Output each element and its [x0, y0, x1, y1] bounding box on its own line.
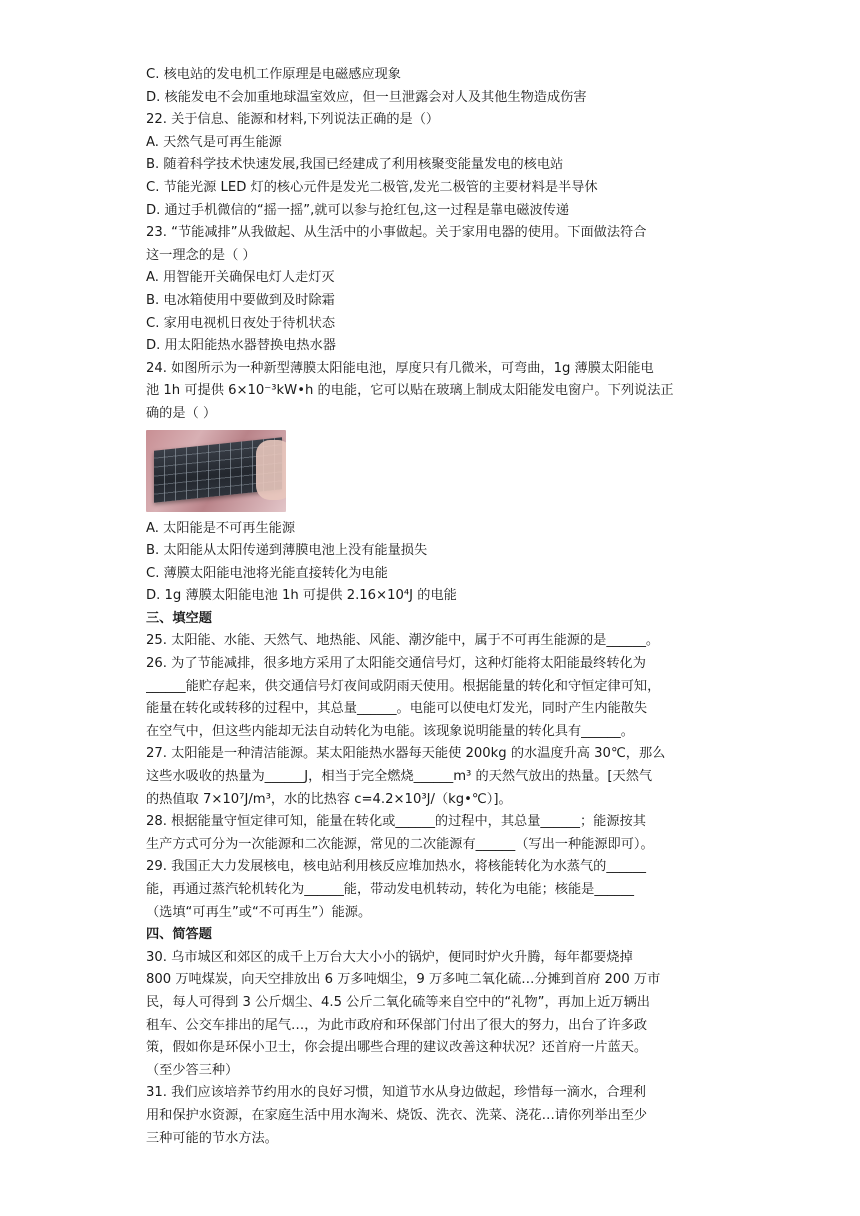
option-d: D. 通过手机微信的“摇一摇”,就可以参与抢红包,这一过程是靠电磁波传递 — [146, 202, 570, 218]
block-questions-21-24 — [146, 64, 718, 426]
question-24: 24. 如图所示为一种新型薄膜太阳能电池，厚度只有几微米，可弯曲，1g 薄膜太阳能电 — [146, 360, 654, 376]
document-content — [146, 64, 718, 1150]
section-heading-fill-in: 三、填空题 — [146, 610, 212, 626]
text-line: 能量在转化或转移的过程中，其总量______。电能可以使电灯发光，同时产生内能散失 — [146, 701, 648, 717]
option-b: B. 电冰箱使用中要做到及时除霜 — [146, 292, 335, 308]
question-28: 28. 根据能量守恒定律可知，能量在转化或______的过程中，其总量______；能源按其 — [146, 814, 646, 830]
option-a: A. 太阳能是不可再生能源 — [146, 520, 296, 536]
thin-film-solar-cell-photo — [146, 430, 286, 512]
text-line: 在空气中，但这些内能却无法自动转化为电能。该现象说明能量的转化具有______。 — [146, 723, 634, 739]
text-line: （至少答三种） — [146, 1062, 239, 1078]
text-line: 策，假如你是环保小卫士，你会提出哪些合理的建议改善这种状况？还首府一片蓝天。 — [146, 1040, 648, 1056]
text-line: 池 1h 可提供 6×10⁻³kW•h 的电能，它可以贴在玻璃上制成太阳能发电窗户。下列说法正 — [146, 383, 674, 399]
question-31: 31. 我们应该培养节约用水的良好习惯，知道节水从身边做起，珍惜每一滴水，合理利 — [146, 1085, 646, 1101]
text-line: 三种可能的节水方法。 — [146, 1130, 278, 1146]
text-line: 800 万吨煤炭，向天空排放出 6 万多吨烟尘，9 万多吨二氧化硫…分摊到首府 200 万市 — [146, 972, 661, 988]
text-line: 租车、公交车排出的尾气…，为此市政府和环保部门付出了很大的努力，出台了许多政 — [146, 1017, 648, 1033]
option-d: D. 用太阳能热水器替换电热水器 — [146, 338, 336, 354]
option-a: A. 用智能开关确保电灯人走灯灭 — [146, 270, 335, 286]
option-a: A. 天然气是可再生能源 — [146, 134, 282, 150]
option-b: B. 随着科学技术快速发展,我国已经建成了利用核聚变能量发电的核电站 — [146, 157, 564, 173]
block-fill-in-questions — [146, 630, 718, 924]
hand-graphic — [256, 440, 286, 500]
option-c: C. 家用电视机日夜处于待机状态 — [146, 315, 336, 331]
question-26: 26. 为了节能减排，很多地方采用了太阳能交通信号灯，这种灯能将太阳能最终转化为 — [146, 656, 646, 672]
text-line: 能，再通过蒸汽轮机转化为______能，带动发电机转动，转化为电能；核能是______ — [146, 882, 634, 897]
text-line: 这一理念的是（ ） — [146, 247, 256, 263]
question-23: 23. “节能减排”从我做起、从生活中的小事做起。关于家用电器的使用。下面做法符合 — [146, 225, 647, 241]
text-line: 确的是（ ） — [146, 405, 217, 421]
section-heading-short-answer: 四、简答题 — [146, 927, 212, 943]
block-options-24 — [146, 518, 718, 608]
block-short-answer-questions — [146, 947, 718, 1150]
text-line: 民，每人可得到 3 公斤烟尘、4.5 公斤二氧化硫等来自空中的“礼物”，再加上近万辆出 — [146, 994, 650, 1010]
text-line: 的热值取 7×10⁷J/m³，水的比热容 c=4.2×10³J/（kg•℃）]。 — [146, 791, 512, 807]
question-25: 25. 太阳能、水能、天然气、地热能、风能、潮汐能中，属于不可再生能源的是______。 — [146, 633, 660, 649]
option-c: C. 薄膜太阳能电池将光能直接转化为电能 — [146, 565, 388, 581]
text-line: 这些水吸收的热量为______J，相当于完全燃烧______m³ 的天然气放出的热量。[天然气 — [146, 769, 653, 785]
text-line: （选填“可再生”或“不可再生”）能源。 — [146, 904, 372, 920]
question-29: 29. 我国正大力发展核电，核电站利用核反应堆加热水，将核能转化为水蒸气的______ — [146, 859, 646, 875]
question-30: 30. 乌市城区和郊区的成千上万台大大小小的锅炉，便同时炉火升腾，每年都要烧掉 — [146, 949, 633, 965]
option-d: D. 1g 薄膜太阳能电池 1h 可提供 2.16×10⁴J 的电能 — [146, 588, 457, 604]
text-line: ______能贮存起来，供交通信号灯夜间或阴雨天使用。根据能量的转化和守恒定律可知， — [146, 678, 661, 694]
option-c: C. 节能光源 LED 灯的核心元件是发光二极管,发光二极管的主要材料是半导休 — [146, 179, 598, 195]
question-27: 27. 太阳能是一种清洁能源。某太阳能热水器每天能使 200kg 的水温度升高 30℃，那么 — [146, 746, 666, 762]
text-line: 生产方式可分为一次能源和二次能源，常见的二次能源有______（写出一种能源即可）。 — [146, 836, 654, 852]
option-b: B. 太阳能从太阳传递到薄膜电池上没有能量损失 — [146, 543, 428, 559]
text-line: 用和保护水资源，在家庭生活中用水淘米、烧饭、洗衣、洗菜、浇花…请你列举出至少 — [146, 1107, 648, 1123]
question-22: 22. 关于信息、能源和材料,下列说法正确的是（） — [146, 112, 440, 128]
text-line: D. 核能发电不会加重地球温室效应，但一旦泄露会对人及其他生物造成伤害 — [146, 89, 587, 105]
text-line: C. 核电站的发电机工作原理是电磁感应现象 — [146, 67, 401, 82]
